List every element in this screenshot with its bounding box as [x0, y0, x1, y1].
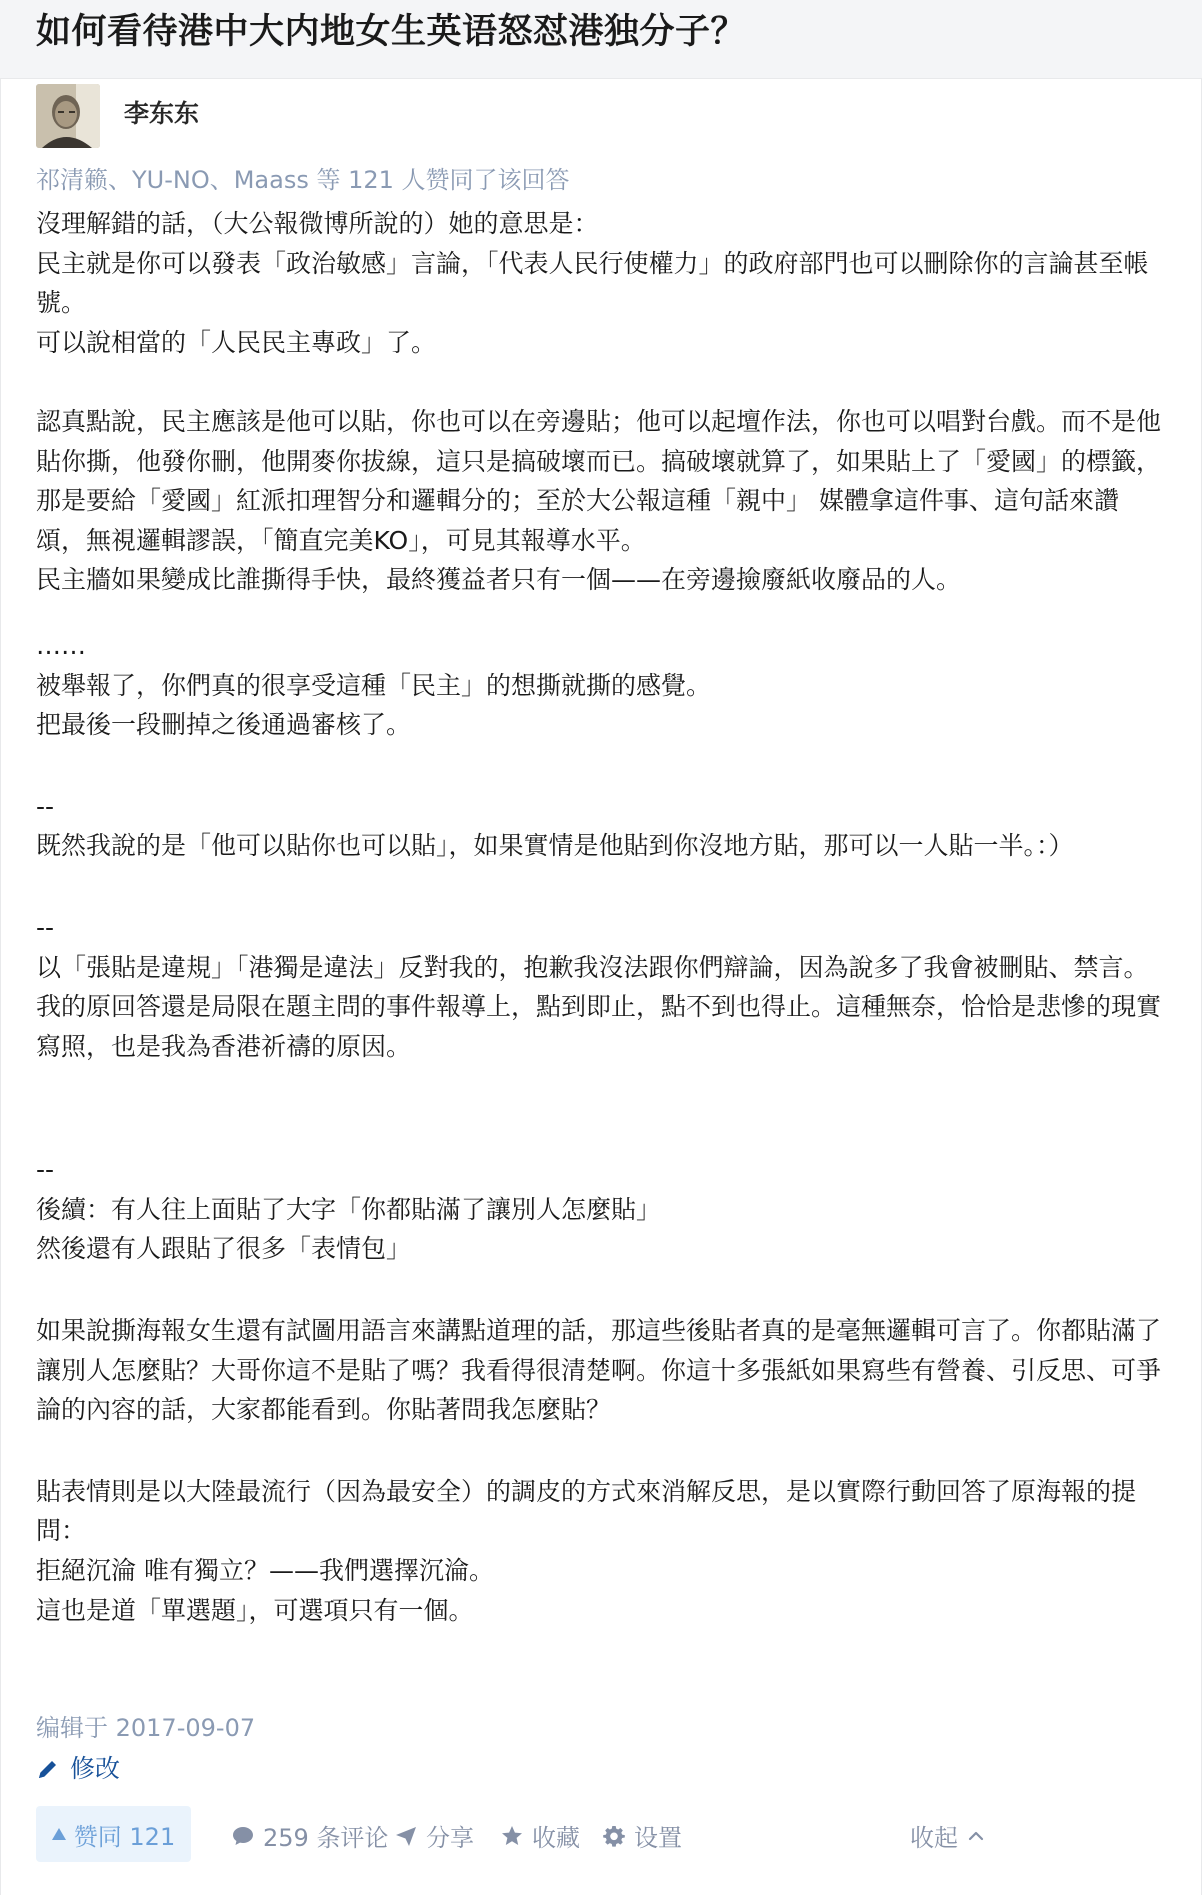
- pencil-icon: [36, 1757, 60, 1781]
- comments-label: 259 条评论: [263, 1824, 389, 1852]
- favorite-label: 收藏: [532, 1824, 580, 1852]
- question-title[interactable]: 如何看待港中大内地女生英语怒怼港独分子？: [36, 12, 747, 52]
- modify-button[interactable]: [36, 1750, 120, 1788]
- answer-paragraph: -- 既然我說的是「他可以貼你也可以貼」，如果實情是他貼到你沒地方貼，那可以一人貼一半。：）: [36, 791, 1074, 861]
- answer-paragraph: …… 被舉報了，你們真的很享受這種「民主」的想撕就撕的感覺。 把最後一段刪掉之後通過審核了。: [36, 630, 712, 740]
- gear-icon: [602, 1824, 626, 1848]
- answer-paragraph: -- 以「張貼是違規」「港獨是違法」反對我的，抱歉我沒法跟你們辯論，因為說多了我會被刪貼、禁言。我的原回答還是局限在題主問的事件報導上，點到即止，點不到也得止。這種無奈，恰恰是悲慘的現實寫照，也是我為香港祈禱的原因。: [36, 912, 1162, 1061]
- star-icon: [500, 1824, 524, 1848]
- answer-paragraph: 貼表情則是以大陸最流行（因為最安全）的調皮的方式來消解反思，是以實際行動回答了原海報的提問： 拒絕沉淪 唯有獨立？——我們選擇沉淪。 這也是道「單選題」，可選項只有一個。: [36, 1476, 1137, 1625]
- avatar[interactable]: [36, 84, 100, 148]
- answer-paragraph: 沒理解錯的話，（大公報微博所說的）她的意思是： 民主就是你可以發表「政治敏感」言論，「代表人民行使權力」的政府部門也可以刪除你的言論甚至帳號。 可以說相當的「人民民主專政」了。: [36, 209, 1149, 357]
- settings-label: 设置: [634, 1824, 682, 1852]
- comments-button[interactable]: [231, 1818, 388, 1853]
- edit-time[interactable]: 编辑于 2017-09-07: [36, 1714, 256, 1742]
- answer-content: [36, 204, 1166, 1630]
- answer-paragraph: -- 後續：有人往上面貼了大字「你都貼滿了讓別人怎麼貼」 然後還有人跟貼了很多「表情包」: [36, 1155, 662, 1264]
- favorite-button[interactable]: [500, 1818, 580, 1853]
- author-name[interactable]: 李东东: [124, 99, 200, 128]
- share-icon: [394, 1824, 418, 1848]
- upvote-label: 赞同 121: [73, 1822, 176, 1851]
- comment-icon: [231, 1824, 255, 1848]
- triangle-up-icon: [52, 1828, 66, 1840]
- modify-label: 修改: [70, 1754, 121, 1783]
- upvote-button[interactable]: [36, 1806, 191, 1862]
- voters-summary[interactable]: 祁清籁、YU-NO、Maass 等 121 人赞同了该回答: [36, 166, 570, 194]
- share-button[interactable]: [394, 1818, 474, 1853]
- answer-paragraph: 認真點說，民主應該是他可以貼，你也可以在旁邊貼；他可以起壇作法，你也可以唱對台戲。而不是他貼你撕，他發你刪，他開麥你拔線，這只是搞破壞而已。搞破壞就算了，如果貼上了「愛國」的標籤，那是要給「愛國」紅派扣理智分和邏輯分的；至於大公報這種「親中」 媒體拿這件事、這句話來讚頌，無視邏輯謬誤，「簡直完美KO」，可見其報導水平。 民主牆如果變成比誰撕得手快，最終獲益者只有一個——在旁邊撿廢紙收廢品的人。: [36, 406, 1162, 595]
- avatar-image: [36, 84, 100, 148]
- collapse-button[interactable]: [910, 1818, 986, 1853]
- chevron-up-icon: [966, 1826, 986, 1846]
- share-label: 分享: [426, 1824, 474, 1852]
- collapse-label: 收起: [910, 1824, 958, 1852]
- settings-button[interactable]: [602, 1818, 682, 1853]
- answer-paragraph: 如果說撕海報女生還有試圖用語言來講點道理的話，那這些後貼者真的是毫無邏輯可言了。你都貼滿了讓別人怎麼貼？大哥你這不是貼了嗎？我看得很清楚啊。你這十多張紙如果寫些有營養、引反思、可爭論的內容的話，大家都能看到。你貼著問我怎麼貼？: [36, 1316, 1162, 1425]
- action-bar: [36, 1806, 1176, 1862]
